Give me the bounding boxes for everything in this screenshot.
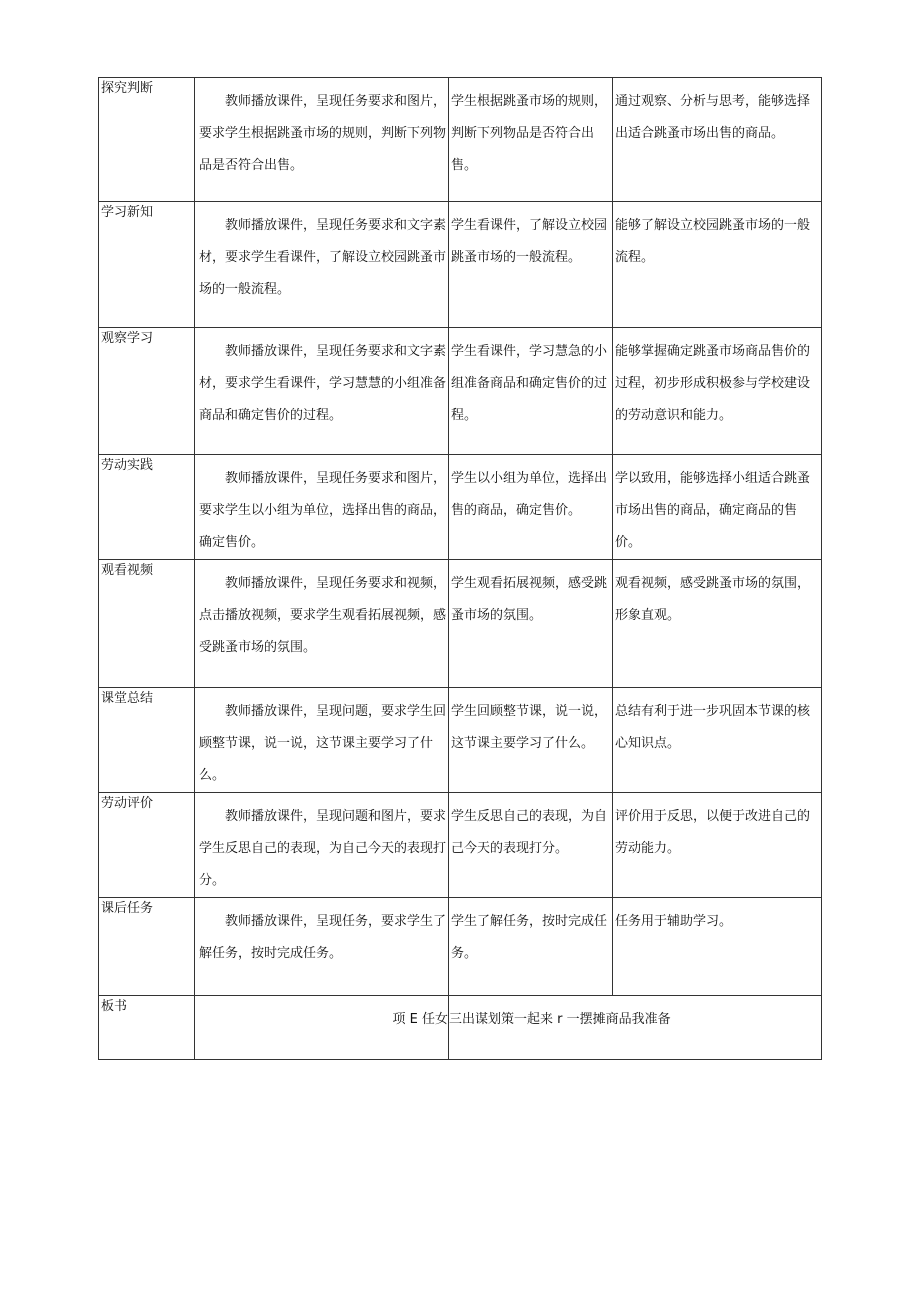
table-row (99, 898, 822, 996)
teacher-activity-cell: 教师播放课件，呈现问题，要求学生回顾整节课，说一说，这节课主要学习了什么。 (195, 688, 449, 793)
design-intent-cell: 能够了解设立校园跳蚤市场的一般流程。 (613, 202, 822, 328)
teacher-activity-cell: 教师播放课件，呈现任务要求和视频，点击播放视频，要求学生观看拓展视频，感受跳蚤市场的氛围。 (195, 560, 449, 688)
lesson-plan-table (98, 77, 822, 1060)
design-intent-cell: 任务用于辅助学习。 (613, 898, 822, 996)
board-right-text: 三出谋划策一起来 r 一摆摊商品我准备 (449, 996, 822, 1060)
student-activity-cell: 学生了解任务，按时完成任务。 (449, 898, 613, 996)
stage-cell: 观看视频 (99, 560, 195, 688)
stage-cell: 探究判断 (99, 78, 195, 202)
table-row (99, 78, 822, 202)
table-row (99, 455, 822, 560)
design-intent-cell: 学以致用，能够选择小组适合跳蚤市场出售的商品，确定商品的售价。 (613, 455, 822, 560)
teacher-activity-cell: 教师播放课件，呈现任务要求和图片，要求学生根据跳蚤市场的规则，判断下列物品是否符合出售。 (195, 78, 449, 202)
table-row (99, 560, 822, 688)
stage-cell: 劳动实践 (99, 455, 195, 560)
student-activity-cell: 学生以小组为单位，选择出售的商品，确定售价。 (449, 455, 613, 560)
stage-cell: 学习新知 (99, 202, 195, 328)
stage-cell: 劳动评价 (99, 793, 195, 898)
table-row (99, 688, 822, 793)
design-intent-cell: 总结有利于进一步巩固本节课的核心知识点。 (613, 688, 822, 793)
table-row (99, 328, 822, 455)
teacher-activity-cell: 教师播放课件，呈现任务要求和图片，要求学生以小组为单位，选择出售的商品，确定售价。 (195, 455, 449, 560)
design-intent-cell: 观看视频，感受跳蚤市场的氛围，形象直观。 (613, 560, 822, 688)
board-left-cell (195, 996, 449, 1060)
student-activity-cell: 学生反思自己的表现，为自己今天的表现打分。 (449, 793, 613, 898)
student-activity-cell: 学生看课件，学习慧急的小组准备商品和确定售价的过程。 (449, 328, 613, 455)
teacher-activity-cell: 教师播放课件，呈现任务，要求学生了解任务，按时完成任务。 (195, 898, 449, 996)
board-left-text: 项 E 任女 (392, 1012, 448, 1027)
board-label: 板书 (99, 996, 195, 1060)
board-row (99, 996, 822, 1060)
design-intent-cell: 能够掌握确定跳蚤市场商品售价的过程，初步形成积极参与学校建设的劳动意识和能力。 (613, 328, 822, 455)
student-activity-cell: 学生回顾整节课，说一说，这节课主要学习了什么。 (449, 688, 613, 793)
table-row (99, 793, 822, 898)
table-row (99, 202, 822, 328)
teacher-activity-cell: 教师播放课件，呈现任务要求和文字素材，要求学生看课件，了解设立校园跳蚤市场的一般流程。 (195, 202, 449, 328)
stage-cell: 课后任务 (99, 898, 195, 996)
student-activity-cell: 学生看课件，了解设立校园跳蚤市场的一般流程。 (449, 202, 613, 328)
design-intent-cell: 评价用于反思，以便于改进自己的劳动能力。 (613, 793, 822, 898)
design-intent-cell: 通过观察、分析与思考，能够选择出适合跳蚤市场出售的商品。 (613, 78, 822, 202)
stage-cell: 观察学习 (99, 328, 195, 455)
stage-cell: 课堂总结 (99, 688, 195, 793)
student-activity-cell: 学生根据跳蚤市场的规则，判断下列物品是否符合出售。 (449, 78, 613, 202)
teacher-activity-cell: 教师播放课件，呈现问题和图片，要求学生反思自己的表现，为自己今天的表现打分。 (195, 793, 449, 898)
teacher-activity-cell: 教师播放课件，呈现任务要求和文字素材，要求学生看课件，学习慧慧的小组准备商品和确定售价的过程。 (195, 328, 449, 455)
student-activity-cell: 学生观看拓展视频，感受跳蚤市场的氛围。 (449, 560, 613, 688)
